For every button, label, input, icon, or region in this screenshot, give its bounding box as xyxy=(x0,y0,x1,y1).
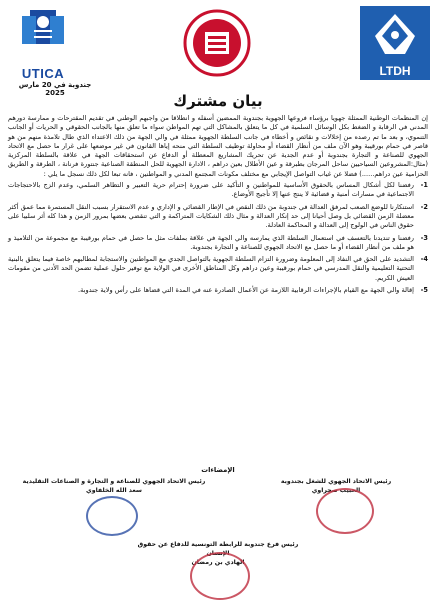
ltdh-emblem-icon xyxy=(360,6,430,64)
utica-logo-text: UTICA xyxy=(21,66,65,81)
utica-stamp xyxy=(86,496,138,536)
intro-paragraph: إن المنظمات الوطنية الممثلة جهويا برؤساء فروعها الجهوية بجندوبة الممضين أسفله و انطلاقا من واجبهم الوطني في تقديم المقترحات و ممارسة دورهم المدني في الرقابة و الضغط بكل الوسائل السلمية في كل ما يتعلق بالمشاكل التي تهم المواطن سواء ما تعلق منها بالجانب الحقوقي و الحريات أو الجانب التنموي، و بعد ما تم رصده من إخلالات و نقائص و أخطاء في جانب السلطة الجهوية ممثلة في والي الجهة من ذلك الاعتداء الذي طال تلامذة منهم من هو قاصر في حمام بورقيبة وهو الآن ملف من أنظار القضاء أو محاولة توظيف السلطة التي منحه إياها القانون في غير موضعها على غرار ما حصل مع الاتحاد الجهوي للصناعة و التجارة بجندوبة أو عدم الجدية عن تحريك المشاريع المعطلة أو الدفاع عن استحقاقات الجهة في علاقة بالسلطة المركزية (مثال:المشروعين السياحيين ساحل المرجان بطبرقة و عين الأطلال بعين دراهم ، الادارة الجهوية للحل المنطقة الصناعية جنتورة فرنانة ، الطرقة و الطريق الحزامية عين دراهم......) فضلا عن غياب التواصل الإيجابي مع مختلف مكونات المجتمع المدني و المواطنين ، فانه تبعا لكل ذلك نسجل ما يلي : xyxy=(8,114,428,178)
signatory-title: رئيس الاتحاد الجهوي للصناعة و التجارة و الصناعات التقليدية xyxy=(22,478,206,485)
list-item: 2- استنكارنا للوضع الصعب لمرفق العدالة في جندوبة من ذلك النقص في الإطار القضائي و الإداري و عدم الاستقرار بسبب النقل المستمرة مما عمق أكثر معضلة الزمن القضائي بل وصل أحيانا إلى حد إنكار العدالة و مثال ذلك الشكايات المتراكمة و التي تنقضي بعضها بمرور الزمن و هذا كله أثر سلبيا على حقوق الناس في الولوج إلى العدالة و المحاكمة العادلة. xyxy=(8,202,428,230)
list-item: 4- التشديد على الحق في النفاذ إلى المعلومة وضرورة التزام السلطة الجهوية بالتواصل الجدي مع المواطنين والاستجابة لمطالبهم خاصة فيما يتعلق بالبنية التحتية التعليمية والنقل المدرسي في حمام بورقيبة وعين دراهم وكل المناطق الأخرى في الولاية مع توفير حلول عملية تضمن الحد الأدنى من مقومات العيش الكريم. xyxy=(8,255,428,282)
ltdh-stamp xyxy=(190,552,250,600)
ugtt-stamp xyxy=(316,488,374,534)
page-title: بيان مشترك xyxy=(173,92,263,110)
signatory-title: رئيس الاتحاد الجهوي للشغل بجندوبة xyxy=(280,478,392,485)
ugtt-logo xyxy=(183,8,251,78)
ltdh-logo-text: LTDH xyxy=(379,64,411,78)
signature-block-utica xyxy=(14,477,214,495)
ugtt-emblem-icon xyxy=(183,8,251,78)
signatory-name: الحبيب صحراوي xyxy=(311,487,361,494)
signatures-heading: الإمضاءات xyxy=(201,466,235,474)
list-item: 1- رفضنا لكل أشكال المساس بالحقوق الأساسية للمواطنين و التأكيد على ضرورة إحترام حرية التعبير و التظاهر السلمي، وعدم الزج بالاحتجاجات الاجتماعية في مسارات أمنية و قضائية لا ينتج عنها إلا تأجيج الأوضاع. xyxy=(8,181,428,199)
list-item: 5- إقالة والي الجهة مع القيام بالإجراءات الرقابية اللازمة عن الأعمال الصادرة عنه في المدة التي قضاها على رأس ولاية جندوبة. xyxy=(78,286,428,295)
utica-emblem-icon xyxy=(8,6,78,66)
ltdh-logo xyxy=(360,6,430,80)
signatory-title: رئيس فرع جندوبة للرابطة التونسية للدفاع عن حقوق الإنسان xyxy=(137,541,299,557)
statement-body xyxy=(8,114,428,298)
document-date: جندوبة في 20 مارس 2025 xyxy=(18,81,92,97)
demands-list xyxy=(8,181,428,295)
list-item: 3- رفضنا و تنديدنا بالتعسف في استعمال السلطة الذي يمارسه والي الجهة في علاقة بملفات مثل ما حصل في حمام بورقيبة مع مجموعة من التلاميذ و هو ملف من أنظار القضاء أو ما حصل مع الاتحاد الجهوي للصناعة و التجارة بجندوبة. xyxy=(8,233,428,251)
utica-logo xyxy=(8,6,78,81)
signatory-name: سعد الله الخلفاوي xyxy=(86,487,142,494)
signatory-name: الهادي بن رمضان xyxy=(191,559,245,566)
